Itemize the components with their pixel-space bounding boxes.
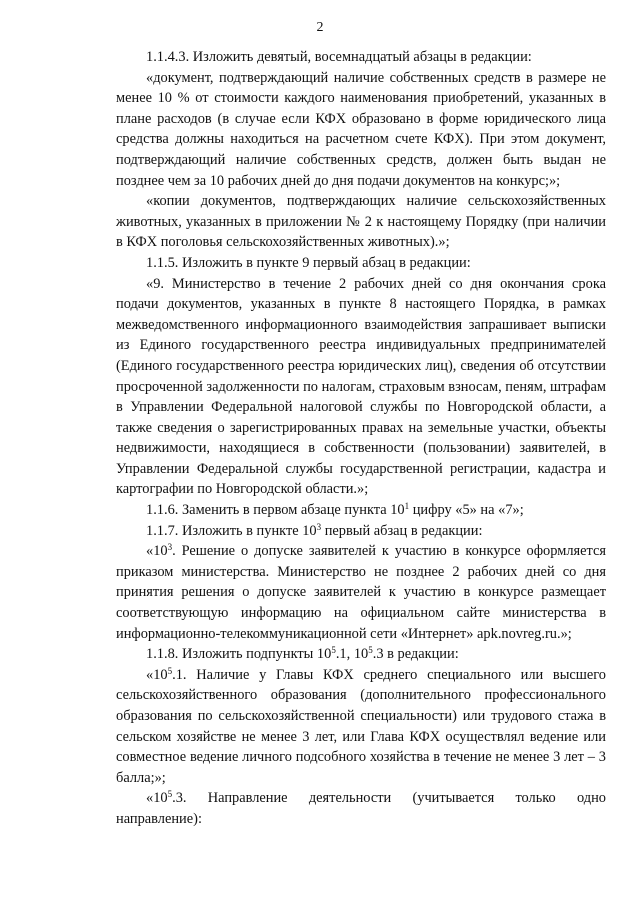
paragraph-text: .1. Наличие у Главы КФХ среднего специального или высшего сельскохозяйственного образования (дополнительного профессионального образования по сельскохозяйственной специальности) или трудового стажа в сельском хозяйстве не менее 3 лет, или Глава КФХ осуществлял ведение или совместное ведение личного подсобного хозяйства в течение не менее 3 лет – 3 балла;»; xyxy=(116,666,606,786)
paragraph-text: . Решение о допуске заявителей к участию в конкурсе оформляется приказом министерства. Министерство не позднее 2 рабочих дней со дня принятия решения о допуске заявителей к участию в конкурсе размещает соответствующую информацию на официальном сайте министерства в информационно-телекоммуникационной сети «Интернет» apk.novreg.ru.»; xyxy=(116,543,606,642)
paragraph-text: «9. Министерство в течение 2 рабочих дней со дня окончания срока подачи документов, указанных в пункте 8 настоящего Порядка, в рамках межведомственного информационного взаимодействия запрашивает выписки из Единого государственного реестра индивидуальных предпринимателей (Единого государственного реестра юридических лиц), сведения об отсутствии просроченной задолженности по налогам, страховым взносам, пеням, штрафам в Управлении Федеральной налоговой службы по Новгородской области, а также сведения о зарегистрированных правах на земельные участки, объекты недвижимости, находящиеся в собственности (пользовании) заявителей, в Управлении Федеральной службы государственной регистрации, кадастра и картографии по Новгородской области.»; xyxy=(116,275,606,498)
paragraph-1-1-6 xyxy=(116,500,606,521)
paragraph-text: цифру «5» на «7»; xyxy=(409,502,524,519)
superscript: 5 xyxy=(331,645,336,656)
paragraph-quote-10-3 xyxy=(116,541,606,644)
paragraph-text: «документ, подтверждающий наличие собственных средств в размере не менее 10 % от стоимости каждого наименования приобретений, указанных в плане расходов (в случае если КФХ образовано в форме юридического лица средства должны находиться на расчетном счете КФХ). При этом документ, подтверждающий наличие собственных средств, должен быть выдан не позднее чем за 10 рабочих дней до дня подачи документов на конкурс;»; xyxy=(116,69,606,189)
paragraph-1-1-8 xyxy=(116,644,606,665)
paragraph-text: первый абзац в редакции: xyxy=(321,522,483,539)
page-number: 2 xyxy=(316,20,324,35)
paragraph-text: .1, 10 xyxy=(335,646,369,663)
paragraph-quote-9 xyxy=(116,274,606,501)
paragraph-quote-copies xyxy=(116,191,606,253)
paragraph-text: «10 xyxy=(146,543,168,560)
paragraph-quote-document xyxy=(116,68,606,192)
paragraph-1-1-5 xyxy=(116,253,606,274)
paragraph-quote-10-5-1 xyxy=(116,665,606,789)
paragraph-1-1-4-3 xyxy=(116,47,606,68)
paragraph-text: 1.1.6. Заменить в первом абзаце пункта 10 xyxy=(146,502,405,519)
paragraph-text: «10 xyxy=(146,790,168,807)
superscript: 3 xyxy=(167,542,173,553)
paragraph-text: 1.1.8. Изложить подпункты 10 xyxy=(146,646,332,663)
paragraph-text: .3 в редакции: xyxy=(372,646,459,663)
superscript: 3 xyxy=(316,521,322,532)
superscript: 5 xyxy=(167,665,173,676)
superscript: 1 xyxy=(404,501,410,512)
paragraph-text: «копии документов, подтверждающих наличие сельскохозяйственных животных, указанных в приложении № 2 к настоящему Порядку (при наличии в КФХ поголовья сельскохозяйственных животных).»; xyxy=(116,193,606,251)
paragraph-text: .3. Направление деятельности (учитывается только одно направление): xyxy=(116,790,606,827)
paragraph-text: 1.1.5. Изложить в пункте 9 первый абзац в редакции: xyxy=(146,254,471,271)
paragraph-quote-10-5-3 xyxy=(116,788,606,829)
superscript: 5 xyxy=(167,789,173,800)
superscript: 5 xyxy=(368,645,373,656)
paragraph-text: 1.1.7. Изложить в пункте 10 xyxy=(146,522,317,539)
paragraph-text: «10 xyxy=(146,666,168,683)
paragraph-text: 1.1.4.3. Изложить девятый, восемнадцатый абзацы в редакции: xyxy=(146,49,532,65)
paragraph-1-1-7 xyxy=(116,521,606,542)
document-body xyxy=(116,47,606,830)
